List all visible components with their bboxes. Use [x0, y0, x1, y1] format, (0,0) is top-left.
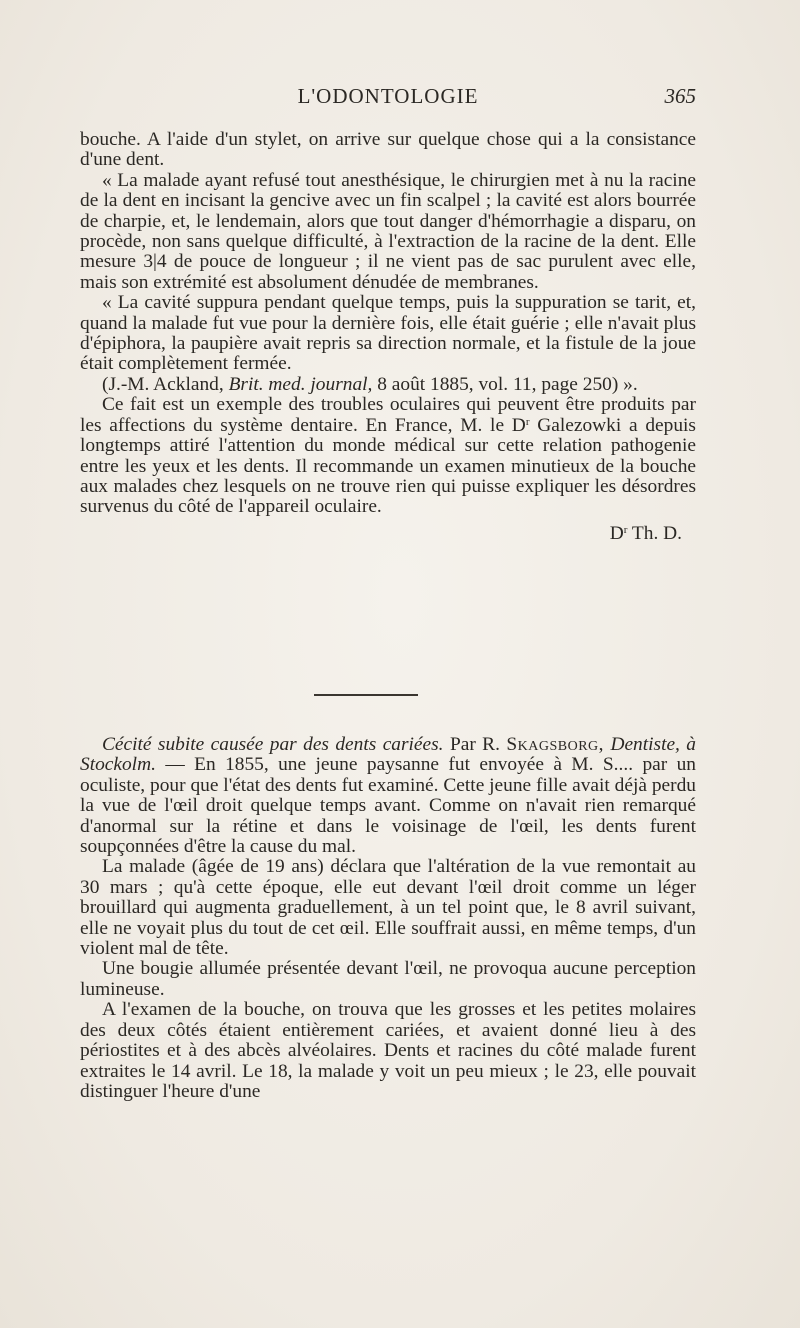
- author-role: Dentiste, à Stockolm.: [80, 734, 696, 776]
- citation-text: (J.-M. Ackland,: [102, 373, 229, 395]
- article-title: Cécité subite causée par des dents cariées.: [102, 734, 444, 755]
- running-head: [80, 84, 696, 114]
- paragraph: « La cavité suppura pendant quelque temps, puis la suppuration se tarit, et, quand la malade fut vue pour la dernière fois, elle était guérie ; elle n'avait plus d'épiphora, la paupière avait repris sa direction normale, et la fistule de la joue était complètement fermée.: [80, 292, 696, 375]
- signature-text: Th. D.: [627, 522, 682, 544]
- article-heading-paragraph: [80, 735, 696, 857]
- signature: [80, 524, 696, 544]
- paragraph: « La malade ayant refusé tout anesthésique, le chirurgien met à nu la racine de la dent en incisant la gencive avec un fin scalpel ; la cavité est alors bourrée de charpie, et, le lendemain, alors que tout danger d'hémorrhagie a disparu, on procède, non sans quelque difficulté, à l'extraction de la racine de la dent. Elle mesure 3|4 de pouce de longueur ; il ne vient pas de sac purulent avec elle, mais son extrémité est absolument dénudée de membranes.: [80, 169, 696, 293]
- section-skagsborg-case: [80, 735, 696, 1102]
- author-prefix: Par R.: [443, 734, 507, 755]
- superscript: r: [525, 415, 530, 428]
- paragraph: A l'examen de la bouche, on trouva que les grosses et les petites molaires des deux côtés étaient entièrement cariées, et avaient donné lieu à des périostites et à des abcès alvéolaires. Dents et racines du côté malade furent extraites le 14 avril. Le 18, la malade y voit un peu mieux ; le 23, elle pouvait distinguer l'heure d'une: [80, 999, 696, 1102]
- paragraph: [80, 395, 696, 517]
- paragraph-text: Ce fait est un exemple des troubles oculaires qui peuvent être produits par les affections du système dentaire. En France, M. le D: [80, 394, 696, 436]
- paragraph-text: — En 1855, une jeune paysanne fut envoyée à M. S.... par un oculiste, pour que l'état des dents fut examiné. Cette jeune fille avait déjà perdu la vue de l'œil droit quelque temps avant. Comme on n'avait rien remarqué d'anormal sur la rétine et dans le voisinage de l'œil, les dents furent soupçonnées d'être la cause du mal.: [80, 754, 696, 858]
- author-name: Skagsborg,: [506, 734, 605, 755]
- superscript: r: [623, 523, 628, 536]
- signature-text: D: [609, 522, 624, 544]
- section-ackland-case: [80, 130, 696, 544]
- paragraph: bouche. A l'aide d'un stylet, on arrive sur quelque chose qui a la consistance d'une dent.: [80, 129, 696, 171]
- page-number: 365: [664, 84, 696, 108]
- journal-name: Brit. med. journal,: [228, 373, 373, 395]
- citation-paragraph: [80, 375, 696, 395]
- section-divider: [314, 694, 418, 696]
- paragraph: Une bougie allumée présentée devant l'œil, ne provoqua aucune perception lumineuse.: [80, 958, 696, 1000]
- citation-text: 8 août 1885, vol. 11, page 250) ».: [372, 373, 638, 395]
- paragraph: La malade (âgée de 19 ans) déclara que l'altération de la vue remontait au 30 mars ; qu'à cette époque, elle eut devant l'œil droit comme un léger brouillard qui augmenta graduellement, à un tel point que, le 8 avril suivant, elle ne voyait plus du tout de cet œil. Elle souffrait aussi, en même temps, d'un violent mal de tête.: [80, 856, 696, 960]
- running-title: L'ODONTOLOGIE: [297, 84, 479, 108]
- paragraph-text: Galezowki a depuis longtemps attiré l'attention du monde médical sur cette relation pathogenie entre les yeux et les dents. Il recommande un examen minutieux de la bouche aux malades chez lesquels on ne trouve rien qui puisse expliquer les désordres survenus du côté de l'appareil oculaire.: [80, 414, 696, 518]
